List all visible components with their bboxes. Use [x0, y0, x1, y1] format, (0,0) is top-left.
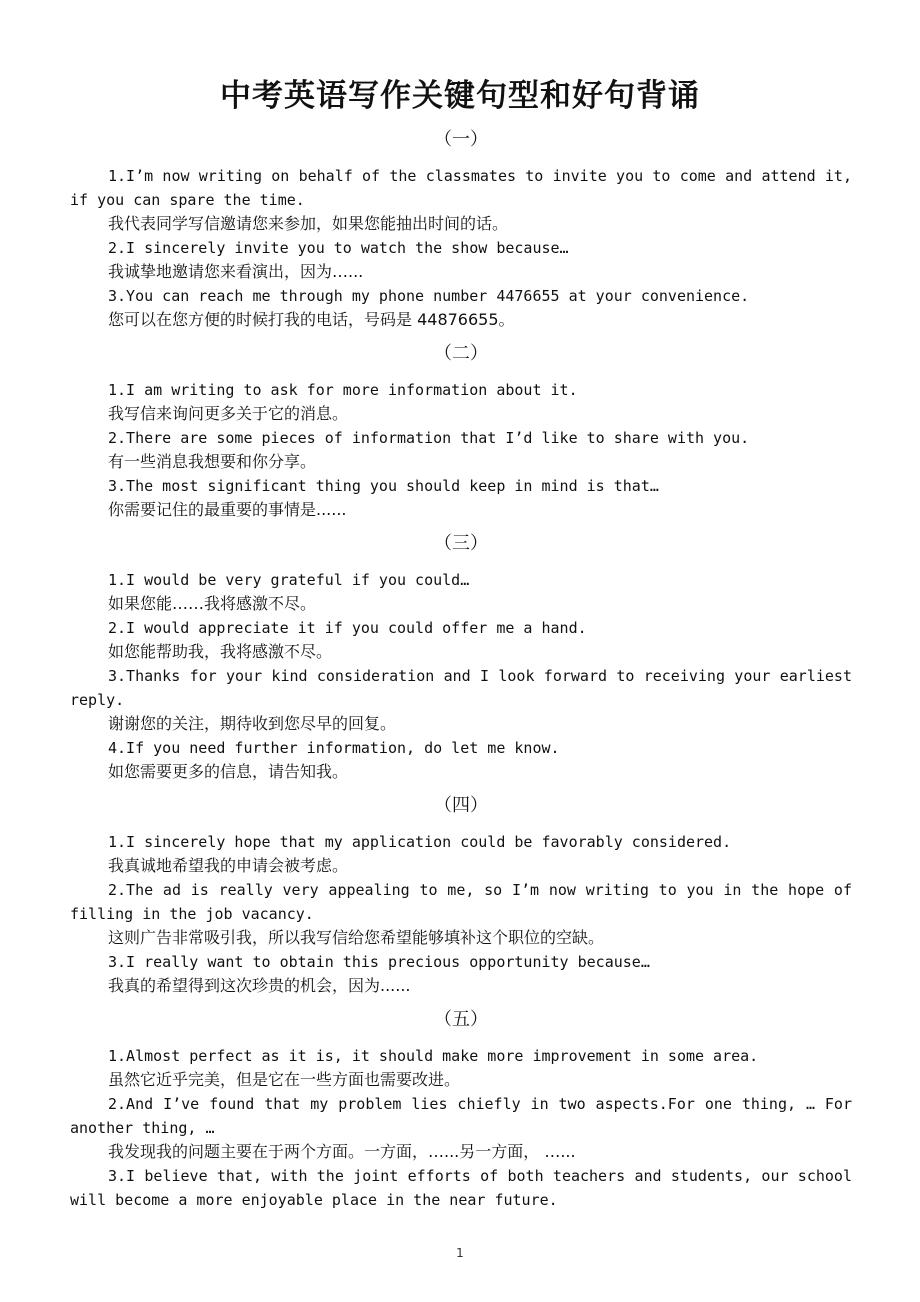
document-title: 中考英语写作关键句型和好句背诵 — [220, 78, 700, 114]
english-sentence: 3.Thanks for your kind consideration and I look forward to receiving your earliest reply. — [70, 667, 852, 709]
chinese-translation: 虽然它近乎完美，但是它在一些方面也需要改进。 — [108, 1070, 461, 1089]
page-number: 1 — [456, 1246, 464, 1260]
english-sentence: 2.And I’ve found that my problem lies chiefly in two aspects.For one thing, … For another thing, … — [70, 1095, 852, 1137]
english-sentence: 2.There are some pieces of information that I’d like to share with you. — [108, 429, 750, 447]
english-sentence: 3.The most significant thing you should keep in mind is that… — [108, 477, 659, 495]
section-3 — [70, 532, 852, 790]
section-1 — [70, 128, 852, 338]
english-sentence: 2.The ad is really very appealing to me, so I’m now writing to you in the hope of filling in the job vacancy. — [70, 881, 852, 923]
section-gap — [70, 522, 852, 528]
chinese-translation: 你需要记住的最重要的事情是...... — [108, 500, 347, 519]
english-sentence: 2.I sincerely invite you to watch the show because… — [108, 239, 569, 257]
english-sentence: 3.I believe that, with the joint efforts of both teachers and students, our school will become a more enjoyable place in the near future. — [70, 1167, 852, 1209]
section-heading: （五） — [434, 1009, 488, 1030]
chinese-translation: 我写信来询问更多关于它的消息。 — [108, 404, 349, 423]
english-sentence: 1.I’m now writing on behalf of the classmates to invite you to come and attend it, if you can spare the time. — [70, 167, 852, 209]
chinese-translation: 我真诚地希望我的申请会被考虑。 — [108, 856, 349, 875]
english-sentence: 2.I would appreciate it if you could offer me a hand. — [108, 619, 587, 637]
chinese-translation: 这则广告非常吸引我，所以我写信给您希望能够填补这个职位的空缺。 — [108, 928, 605, 947]
chinese-translation: 我发现我的问题主要在于两个方面。一方面，…...另一方面， …... — [108, 1142, 576, 1161]
chinese-translation: 如您能帮助我，我将感激不尽。 — [108, 642, 333, 661]
english-sentence: 1.I would be very grateful if you could… — [108, 571, 470, 589]
chinese-translation: 我真的希望得到这次珍贵的机会，因为...... — [108, 976, 411, 995]
section-4 — [70, 794, 852, 1004]
chinese-translation: 我代表同学写信邀请您来参加，如果您能抽出时间的话。 — [108, 214, 509, 233]
chinese-translation: 如果您能……我将感激不尽。 — [108, 594, 317, 613]
section-gap — [70, 332, 852, 338]
section-heading: （三） — [434, 533, 488, 554]
section-heading: （二） — [434, 343, 488, 364]
chinese-translation: 谢谢您的关注，期待收到您尽早的回复。 — [108, 714, 397, 733]
chinese-translation: 有一些消息我想要和你分享。 — [108, 452, 317, 471]
english-sentence: 1.I am writing to ask for more information about it. — [108, 381, 578, 399]
section-heading: （四） — [434, 795, 488, 816]
section-2 — [70, 342, 852, 528]
english-sentence: 1.Almost perfect as it is, it should make more improvement in some area. — [108, 1047, 759, 1065]
section-5 — [70, 1008, 852, 1212]
english-sentence: 1.I sincerely hope that my application could be favorably considered. — [108, 833, 732, 851]
section-heading: （一） — [434, 129, 488, 150]
document-body — [70, 128, 852, 1212]
chinese-translation: 您可以在您方便的时候打我的电话，号码是 44876655。 — [108, 310, 515, 329]
chinese-translation: 如您需要更多的信息，请告知我。 — [108, 762, 349, 781]
english-sentence: 4.If you need further information, do let me know. — [108, 739, 560, 757]
section-gap — [70, 784, 852, 790]
section-gap — [70, 998, 852, 1004]
english-sentence: 3.I really want to obtain this precious opportunity because… — [108, 953, 650, 971]
english-sentence: 3.You can reach me through my phone number 4476655 at your convenience. — [108, 287, 750, 305]
chinese-translation: 我诚挚地邀请您来看演出，因为…... — [108, 262, 364, 281]
